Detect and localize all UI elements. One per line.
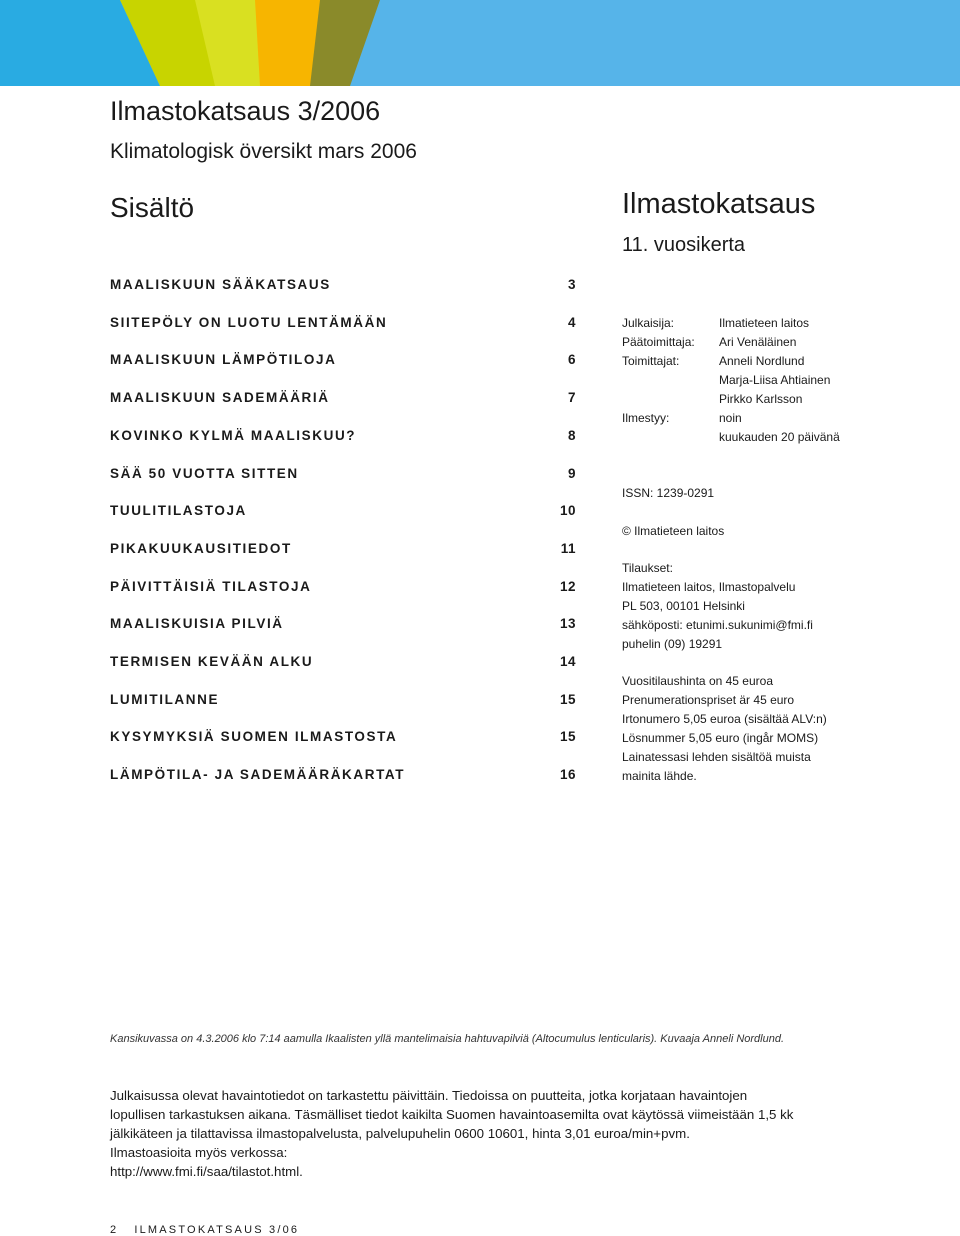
toc-entry[interactable] [110, 466, 576, 486]
toc-entry[interactable] [110, 616, 576, 636]
footnote-line: lopullisen tarkastuksen aikana. Täsmälliset tiedot kaikilta Suomen havaintoasemilta ovat käytössä viimeistään 1,5 kk [110, 1107, 794, 1122]
copyright: © Ilmatieteen laitos [622, 524, 725, 538]
toc-entry-title: SIITEPÖLY ON LUOTU LENTÄMÄÄN [110, 315, 388, 330]
pricing-line: Irtonumero 5,05 euroa (sisältää ALV:n) [622, 712, 827, 726]
toc-entry-page: 7 [567, 390, 576, 405]
orders-email[interactable]: sähköposti: etunimi.sukunimi@fmi.fi [622, 618, 813, 632]
toc-entry-title: LÄMPÖTILA- JA SADEMÄÄRÄKARTAT [110, 767, 406, 782]
toc-entry-page: 8 [567, 428, 576, 443]
toc-entry-page: 3 [567, 277, 576, 292]
credit-label: Ilmestyy: [622, 411, 670, 425]
toc-entry-title: PÄIVITTÄISIÄ TILASTOJA [110, 579, 312, 594]
toc-entry[interactable] [110, 692, 576, 712]
toc-entry-page: 16 [559, 767, 576, 782]
page-subtitle: Klimatologisk översikt mars 2006 [110, 140, 417, 163]
footnote-line: jälkikäteen ja tilattavissa ilmastopalvelusta, palvelupuhelin 0600 10601, hinta 3,01 euroa/min+pvm. [110, 1126, 690, 1141]
credit-label: Julkaisija: [622, 316, 675, 330]
page-footer [110, 1224, 299, 1236]
credit-value: Ilmatieteen laitos [719, 316, 810, 330]
toc-entry-title: SÄÄ 50 VUOTTA SITTEN [110, 466, 299, 481]
credit-value: Anneli Nordlund [719, 354, 805, 368]
credit-value: noin [719, 411, 742, 425]
orders-line: Tilaukset: [622, 561, 673, 575]
toc-entry-page: 12 [559, 579, 576, 594]
toc-entry[interactable] [110, 503, 576, 523]
toc-entry-title: TERMISEN KEVÄÄN ALKU [110, 654, 314, 669]
pricing-line: Prenumerationspriset är 45 euro [622, 693, 795, 707]
toc-entry[interactable] [110, 729, 576, 749]
toc-entry[interactable] [110, 390, 576, 410]
toc-entry-page: 14 [559, 654, 576, 669]
orders-line: puhelin (09) 19291 [622, 637, 723, 651]
toc-entry-page: 13 [559, 616, 576, 631]
issn: ISSN: 1239-0291 [622, 486, 715, 500]
credit-value: Marja-Liisa Ahtiainen [719, 373, 831, 387]
publication-title: Ilmastokatsaus [622, 188, 816, 220]
footnote-line: Julkaisussa olevat havaintotiedot on tarkastettu päivittäin. Tiedoissa on puutteita, jotka korjataan havaintojen [110, 1088, 748, 1103]
toc-entry-title: KYSYMYKSIÄ SUOMEN ILMASTOSTA [110, 729, 398, 744]
credit-value: Ari Venäläinen [719, 335, 797, 349]
toc-entry-page: 4 [567, 315, 576, 330]
toc-entry[interactable] [110, 579, 576, 599]
toc-entry-title: KOVINKO KYLMÄ MAALISKUU? [110, 428, 357, 443]
page-title: Ilmastokatsaus 3/2006 [110, 96, 381, 126]
pricing-line: Lösnummer 5,05 euro (ingår MOMS) [622, 731, 819, 745]
orders-line: Ilmatieteen laitos, Ilmastopalvelu [622, 580, 796, 594]
toc-entry-page: 10 [559, 503, 576, 518]
orders-line: PL 503, 00101 Helsinki [622, 599, 745, 613]
footnote-line: Ilmastoasioita myös verkossa: [110, 1145, 288, 1160]
toc-entry-page: 15 [559, 692, 576, 707]
pricing-line: Lainatessasi lehden sisältöä muista [622, 750, 811, 764]
toc-entry[interactable] [110, 541, 576, 561]
toc-entry-title: LUMITILANNE [110, 692, 220, 707]
toc-entry[interactable] [110, 352, 576, 372]
publication-edition: 11. vuosikerta [622, 234, 746, 256]
pricing-line: Vuositilaushinta on 45 euroa [622, 674, 773, 688]
toc-entry[interactable] [110, 277, 576, 297]
credit-value: Pirkko Karlsson [719, 392, 803, 406]
toc-entry-title: TUULITILASTOJA [110, 503, 247, 518]
header-banner [0, 0, 960, 86]
toc-entry-title: MAALISKUUN SÄÄKATSAUS [110, 277, 331, 292]
toc-entry-page: 6 [567, 352, 576, 367]
toc-entry-title: MAALISKUISIA PILVIÄ [110, 616, 284, 631]
toc-entry-page: 11 [560, 541, 576, 556]
toc-entry-title: PIKAKUUKAUSITIEDOT [110, 541, 292, 556]
toc-entry-title: MAALISKUUN SADEMÄÄRIÄ [110, 390, 330, 405]
footnote-link[interactable]: http://www.fmi.fi/saa/tilastot.html. [110, 1164, 303, 1179]
toc-entry[interactable] [110, 654, 576, 674]
toc-entry[interactable] [110, 767, 576, 787]
page-number: 2 [110, 1224, 119, 1236]
toc-entry-page: 15 [559, 729, 576, 744]
credit-value: kuukauden 20 päivänä [719, 430, 840, 444]
cover-caption: Kansikuvassa on 4.3.2006 klo 7:14 aamulla Ikaalisten yllä mantelimaisia hahtuvapilviä (Altocumulus lenticularis). Kuvaaja Anneli Nordlund. [110, 1033, 785, 1045]
credit-label: Toimittajat: [622, 354, 680, 368]
toc-entry[interactable] [110, 315, 576, 335]
toc-entry-page: 9 [567, 466, 576, 481]
pricing-line: mainita lähde. [622, 769, 697, 783]
running-title: ILMASTOKATSAUS 3/06 [134, 1224, 300, 1236]
toc-entry[interactable] [110, 428, 576, 448]
toc-entry-title: MAALISKUUN LÄMPÖTILOJA [110, 352, 337, 367]
credit-label: Päätoimittaja: [622, 335, 695, 349]
toc-heading: Sisältö [110, 192, 195, 223]
